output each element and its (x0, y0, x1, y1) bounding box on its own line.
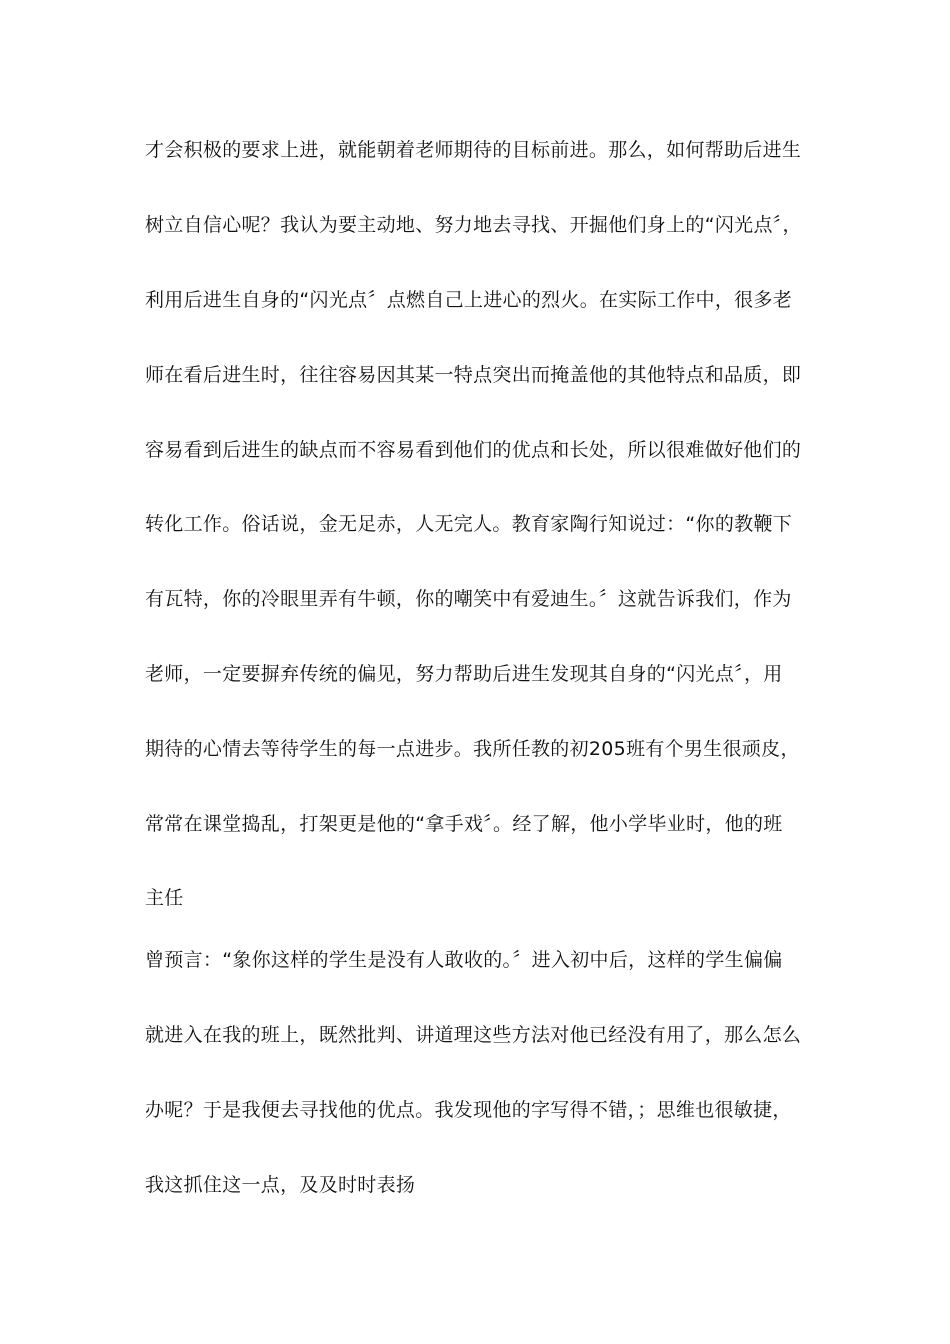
text-line: 有瓦特，你的冷眼里弄有牛顿，你的嘲笑中有爱迪生。〞这就告诉我们，作为 (145, 588, 792, 610)
text-line: 期待的心情去等待学生的每一点进步。我所任教的初205班有个男生很顽皮， (145, 738, 800, 760)
text-line: 利用后进生自身的“闪光点〞点燃自己上进心的烈火。在实际工作中，很多老 (145, 289, 793, 311)
text-line: 树立自信心呢？我认为要主动地、努力地去寻找、开掘他们身上的“闪光点〞， (145, 214, 802, 236)
text-line: 就进入在我的班上，既然批判、讲道理这些方法对他已经没有用了，那么怎么 (145, 1024, 802, 1046)
text-line: 转化工作。俗话说，金无足赤，人无完人。教育家陶行知说过：“你的教鞭下 (145, 513, 793, 535)
text-line: 曾预言：“象你这样的学生是没有人敢收的。〞进入初中后，这样的学生偏偏 (145, 949, 783, 971)
text-line: 老师，一定要摒弃传统的偏见，努力帮助后进生发现其自身的“闪光点〞，用 (145, 663, 783, 685)
text-line: 师在看后进生时，往往容易因其某一特点突出而掩盖他的其他特点和品质，即 (145, 364, 802, 386)
text-line: 常常在课堂捣乱，打架更是他的“拿手戏〞。经了解，他小学毕业时，他的班 (145, 813, 783, 835)
text-line: 主任 (145, 887, 184, 909)
text-line: 才会积极的要求上进，就能朝着老师期待的目标前进。那么，如何帮助后进生 (145, 139, 802, 161)
text-line: 我这抓住这一点，及及时时表扬 (145, 1174, 416, 1196)
text-line: 办呢？于是我便去寻找他的优点。我发现他的字写得不错，；思维也很敏捷， (145, 1099, 792, 1121)
text-line: 容易看到后进生的缺点而不容易看到他们的优点和长处，所以很难做好他们的 (145, 439, 802, 461)
